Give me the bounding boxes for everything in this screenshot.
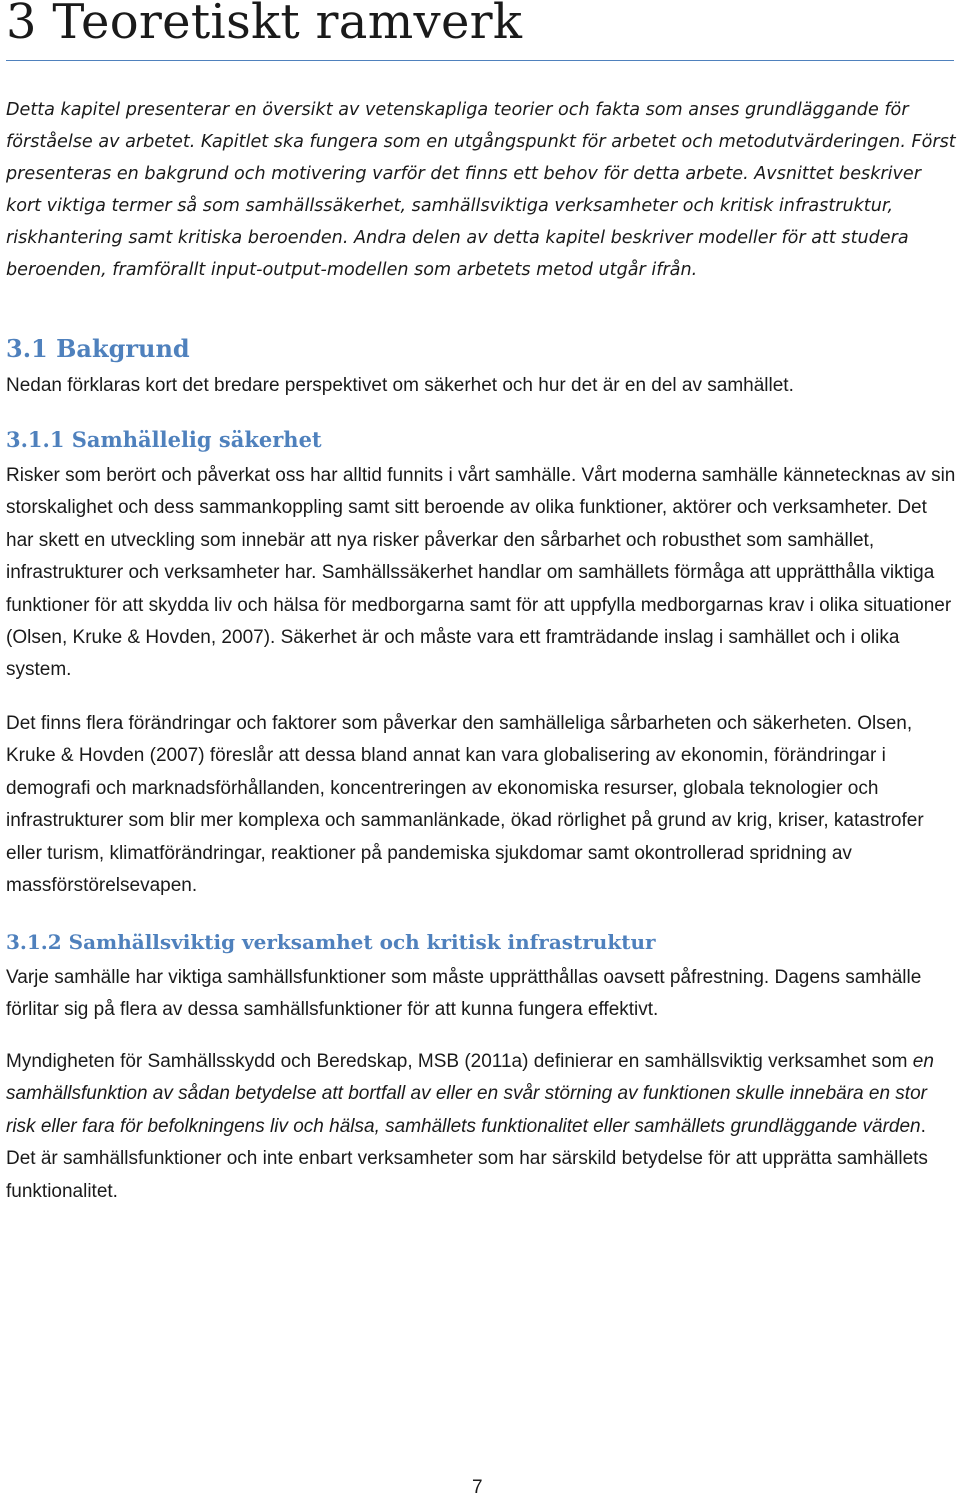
chapter-intro: Detta kapitel presenterar en översikt av vetenskapliga teorier och fakta som anses grundläggande för förståelse av arbetet. Kapitlet ska fungera som en utgångspunkt för arbetet och metodutvärderingen. Först presenteras en bakgrund och motivering varför det finns ett behov för detta arbete. Avsnittet beskriver kort viktiga termer så som samhällssäkerhet, samhällsviktiga verksamheter och kritisk infrastruktur, riskhantering samt kritiska beroenden. Andra delen av detta kapitel beskriver modeller för att studera beroenden, framförallt input-output-modellen som arbetets metod utgår ifrån. <box>6 100 956 280</box>
page-number: 7 <box>472 1477 483 1498</box>
section-heading-3-1-1: 3.1.1 Samhällelig säkerhet <box>6 427 322 452</box>
section-3-1-2-paragraph-1: Varje samhälle har viktiga samhällsfunktioner som måste upprätthållas oavsett påfrestning. Dagens samhälle förlitar sig på flera av dessa samhällsfunktioner för att kunna fungera effektivt. <box>6 967 922 1021</box>
title-divider <box>6 60 954 61</box>
section-heading-3-1: 3.1 Bakgrund <box>6 334 190 363</box>
msb-definition-quote: en samhällsfunktion av sådan betydelse att bortfall av eller en svår störning av funktionen skulle innebära en stor risk eller fara för befolkningens liv och hälsa, samhällets funktionalitet eller samhällets grundläggande värden <box>6 1051 934 1137</box>
section-3-1-text: Nedan förklaras kort det bredare perspektivet om säkerhet och hur det är en del av samhället. <box>6 375 794 396</box>
definition-lead-in: Myndigheten för Samhällsskydd och Beredskap, MSB (2011a) definierar en samhällsviktig verksamhet som <box>6 1051 913 1072</box>
section-heading-3-1-2: 3.1.2 Samhällsviktig verksamhet och kritisk infrastruktur <box>6 930 656 954</box>
definition-follow-up: . Det är samhällsfunktioner och inte enbart verksamheter som har särskild betydelse för att upprätta samhällets funktionalitet. <box>6 1115 928 1202</box>
section-3-1-2-paragraph-2 <box>6 1046 956 1208</box>
chapter-title: 3 Teoretiskt ramverk <box>6 0 523 50</box>
section-3-1-1-paragraph-1: Risker som berört och påverkat oss har alltid funnits i vårt samhälle. Vårt moderna samhälle kännetecknas av sin storskalighet och dess sammankoppling samt sitt beroende av olika funktioner, aktörer och verksamheter. Det har skett en utveckling som innebär att nya risker påverkar den sårbarhet och robusthet som samhället, infrastrukturer och verksamheter har. Samhällssäkerhet handlar om samhällets förmåga att upprätthålla viktiga funktioner för att skydda liv och hälsa för medborgarna samt för att uppfylla medborgarnas krav i olika situationer (Olsen, Kruke & Hovden, 2007). Säkerhet är och måste vara ett framträdande inslag i samhället och i olika system. <box>6 465 956 681</box>
section-3-1-1-paragraph-2: Det finns flera förändringar och faktorer som påverkar den samhälleliga sårbarheten och säkerheten. Olsen, Kruke & Hovden (2007) föreslår att dessa bland annat kan vara globalisering av ekonomin, förändringar i demografi och marknadsförhållanden, koncentreringen av ekonomiska resurser, globala teknologier och infrastrukturer som blir mer komplexa och sammanlänkade, ökad rörlighet på grund av krig, kriser, katastrofer eller turism, klimatförändringar, reaktioner på pandemiska sjukdomar samt okontrollerad spridning av massförstörelsevapen. <box>6 713 924 897</box>
